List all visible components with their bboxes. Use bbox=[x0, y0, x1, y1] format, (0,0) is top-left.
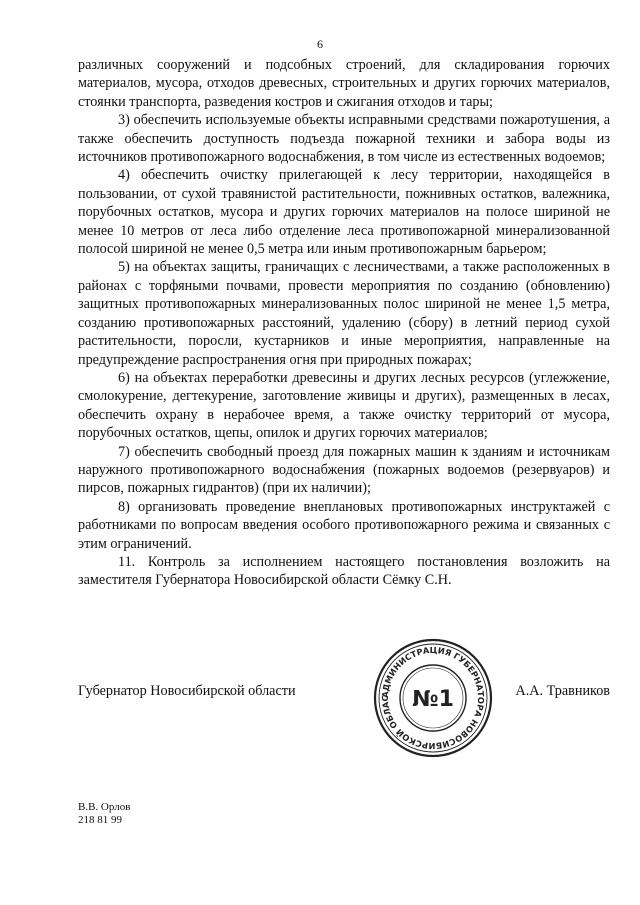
paragraph-clause-11: 11. Контроль за исполнением настоящего постановления возложить на заместителя Губернатора Новосибирской области Сёмку С.Н. bbox=[78, 553, 610, 589]
paragraph-item-4: 4) обеспечить очистку прилегающей к лесу территории, находящейся в пользовании, от сухой травянистой растительности, пожнивных остатков, валежника, порубочных остатков, мусора и других горючих материалов на полосе шириной не менее 10 метров от леса либо отделение леса противопожарной минерализованной полосой шириной не менее 0,5 метра или иным противопожарным барьером; bbox=[78, 167, 610, 258]
paragraph-item-6: 6) на объектах переработки древесины и других лесных ресурсов (углежжение, смолокурение, дегтекурение, заготовление живицы и других), размещенных в лесах, обеспечить охрану в нерабочее время, а также очистку территорий от мусора, порубочных остатков, щепы, опилок и других горючих материалов; bbox=[78, 369, 610, 442]
signatory-title: Губернатор Новосибирской области bbox=[78, 683, 296, 699]
seal-graphic bbox=[372, 637, 494, 759]
document-body bbox=[78, 56, 610, 590]
executor-name: В.В. Орлов bbox=[78, 801, 131, 813]
paragraph-continuation: различных сооружений и подсобных строений, для складирования горючих материалов, мусора, отходов древесных, строительных и других горючих материалов, стоянки транспорта, разведения костров и сжигания отходов и тары; bbox=[78, 57, 610, 110]
executor-phone: 218 81 99 bbox=[78, 814, 122, 826]
official-seal bbox=[372, 637, 494, 759]
paragraph-item-5: 5) на объектах защиты, граничащих с лесничествами, а также расположенных в районах с торфяными почвами, провести мероприятия по созданию (обновлению) защитных противопожарных минерализованных полос шириной не менее 1,5 метра, созданию противопожарных расстояний, удалению (сбору) в летний период сухой растительности, поросли, кустарников и иные мероприятия, направленные на предупреждение распространения огня при природных пожарах; bbox=[78, 259, 610, 368]
paragraph-item-7: 7) обеспечить свободный проезд для пожарных машин к зданиям и источникам наружного противопожарного водоснабжения (пожарных водоемов (резервуаров) и пирсов, пожарных гидрантов) (при их наличии); bbox=[78, 443, 610, 497]
executor-footer bbox=[78, 801, 130, 827]
signatory-name: А.А. Травников bbox=[515, 683, 610, 699]
paragraph-item-3: 3) обеспечить используемые объекты исправными средствами пожаротушения, а также обеспечить доступность подъезда пожарной техники и забора воды из источников противопожарного водоснабжения, в том числе из естественных водоемов; bbox=[78, 112, 610, 166]
seal-ring-text: АДМИНИСТРАЦИЯ ГУБЕРНАТОРА НОВОСИБИРСКОЙ ОБЛАС bbox=[379, 644, 487, 752]
page-number: 6 bbox=[317, 37, 323, 51]
paragraph-item-8: 8) организовать проведение внеплановых противопожарных инструктажей с работниками по вопросам введения особого противопожарного режима и связанных с этим ограничений. bbox=[78, 498, 610, 552]
seal-number: №1 bbox=[412, 687, 454, 712]
